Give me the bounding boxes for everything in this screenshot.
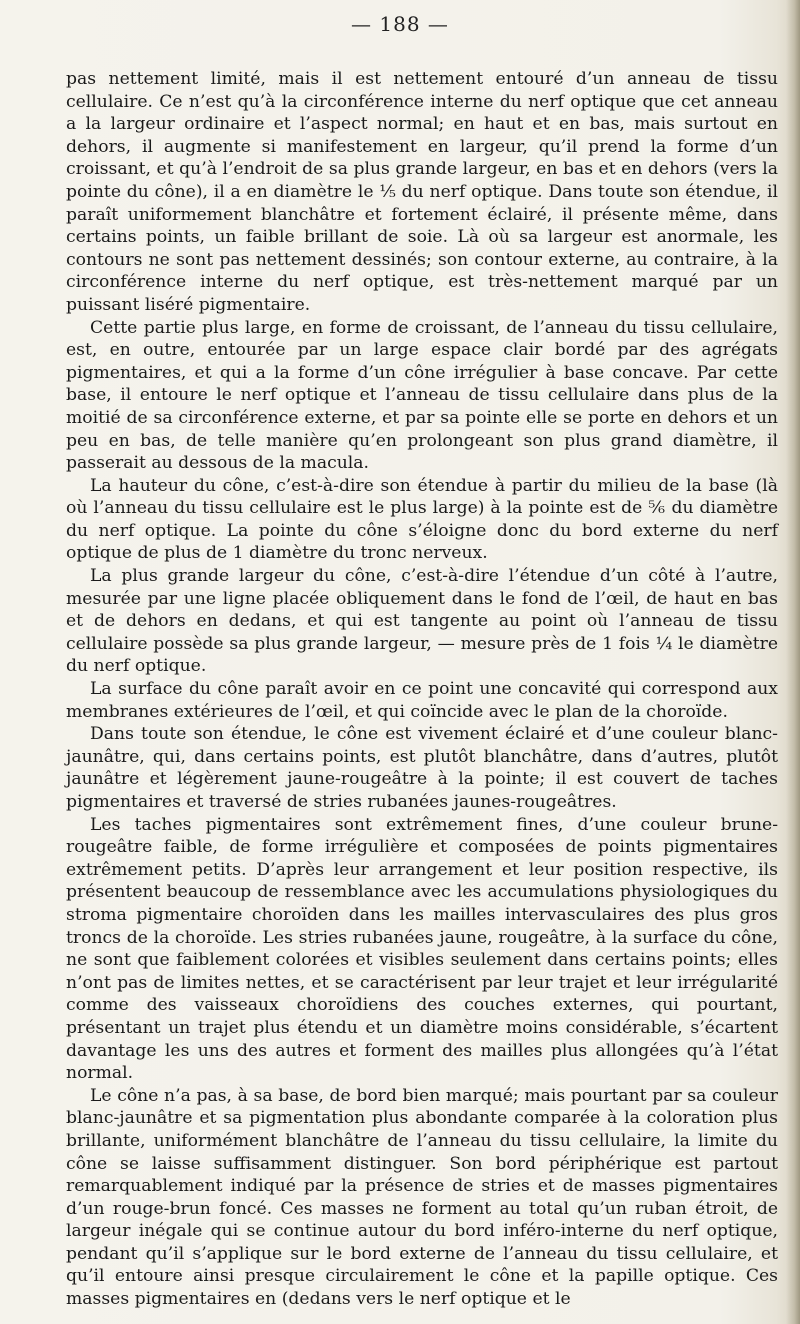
page-edge-shadow	[786, 0, 800, 1324]
paragraph: Cette partie plus large, en forme de croissant, de l’anneau du tissu cellulaire, est, en outre, entourée par un large espace clair bordé par des agrégats pigmentaires, et qui a la forme d’un cône irrégulier à base concave. Par cette base, il entoure le nerf optique et l’anneau de tissu cellulaire dans plus de la moitié de sa circonférence externe, et par sa pointe elle se porte en dehors et un peu en bas, de telle manière qu’en prolongeant son plus grand diamètre, il passerait au dessous de la macula.	[66, 317, 778, 474]
body-text	[66, 68, 778, 1311]
paragraph: La surface du cône paraît avoir en ce point une concavité qui correspond aux membranes extérieures de l’œil, et qui coïncide avec le plan de la choroïde.	[66, 679, 778, 722]
paragraph: La hauteur du cône, c’est-à-dire son étendue à partir du milieu de la base (là où l’anneau du tissu cellulaire est le plus large) à la pointe est de ⅚ du diamètre du nerf optique. La pointe du cône s’éloigne donc du bord externe du nerf optique de plus de 1 diamètre du tronc nerveux.	[66, 475, 778, 564]
paragraph: Les taches pigmentaires sont extrêmement fines, d’une couleur brune-rougeâtre faible, de forme irrégulière et composées de points pigmentaires extrêmement petits. D’après leur arrangement et leur position respective, ils présentent beaucoup de ressemblance avec les accumulations physiologiques du stroma pigmentaire choroïden dans les mailles intervasculaires des plus gros troncs de la choroïde. Les stries rubanées jaune, rougeâtre, à la surface du cône, ne sont que faiblement colorées et visibles seulement dans certains points; elles n’ont pas de limites nettes, et se caractérisent par leur trajet et leur irrégularité comme des vaisseaux choroïdiens des couches externes, qui pourtant, présentant un trajet plus étendu et un diamètre moins considérable, s’écartent davantage les uns des autres et forment des mailles plus allongées qu’à l’état normal.	[66, 814, 778, 1084]
paragraph: Le cône n’a pas, à sa base, de bord bien marqué; mais pourtant par sa couleur blanc-jaunâtre et sa pigmentation plus abondante comparée à la coloration plus brillante, uniformément blanchâtre de l’anneau du tissu cellulaire, la limite du cône se laisse suffisamment distinguer. Son bord périphérique est partout remarquablement indiqué par la présence de stries et de masses pigmentaires d’un rouge-brun foncé. Ces masses ne forment au total qu’un ruban étroit, de largeur inégale qui se continue autour du bord inféro-interne du nerf optique, pendant qu’il s’applique sur le bord externe de l’anneau du tissu cellulaire, et qu’il entoure ainsi presque circulairement le cône et la papille optique. Ces masses pigmentaires en (dedans vers le nerf optique et le	[66, 1085, 778, 1310]
paragraph: Dans toute son étendue, le cône est vivement éclairé et d’une couleur blanc-jaunâtre, qui, dans certains points, est plutôt blanchâtre, dans d’autres, plutôt jaunâtre et légèrement jaune-rougeâtre à la pointe; il est couvert de taches pigmentaires et traversé de stries rubanées jaunes-rougeâtres.	[66, 724, 778, 812]
page-number: — 188 —	[351, 12, 449, 36]
paragraph: La plus grande largeur du cône, c’est-à-dire l’étendue d’un côté à l’autre, mesurée par une ligne placée obliquement dans le fond de l’œil, de haut en bas et de dehors en dedans, et qui est tangente au point où l’anneau de tissu cellulaire possède sa plus grande largeur, — mesure près de 1 fois ¼ le diamètre du nerf optique.	[66, 566, 778, 677]
paragraph-continued: pas nettement limité, mais il est nettement entouré d’un anneau de tissu cellulaire. Ce n’est qu’à la circonférence interne du nerf optique que cet anneau a la largeur ordinaire et l’aspect normal; en haut et en bas, mais surtout en dehors, il augmente si manifestement en largeur, qu’il prend la forme d’un croissant, et qu’à l’endroit de sa plus grande largeur, en bas et en dehors (vers la pointe du cône), il a en diamètre le ⅕ du nerf optique. Dans toute son étendue, il paraît uniformement blanchâtre et fortement éclairé, il présente même, dans certains points, un faible brillant de soie. Là où sa largeur est anormale, les contours ne sont pas nettement dessinés; son contour externe, au contraire, à la circonférence interne du nerf optique, est très-nettement marqué par un puissant liséré pigmentaire.	[66, 69, 778, 315]
